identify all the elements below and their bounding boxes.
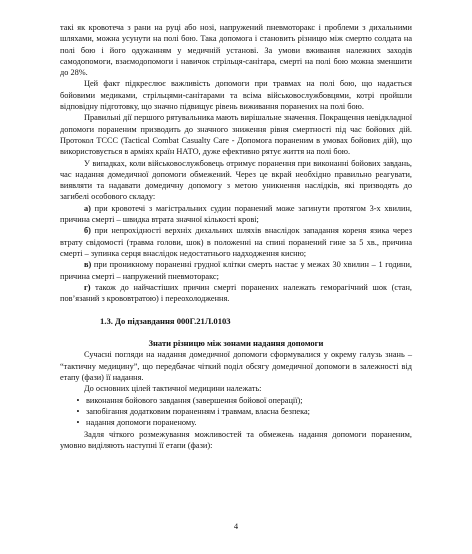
list-text-b: при непрохідності верхніх дихальних шляхів внаслідок западання кореня язика через втрату свідомості (травма голови, шок) в положенні на спині поранений гине за 5 хв., причина смерті – зупинка серця внаслідок недостатнього надходження кисню; xyxy=(60,226,412,258)
bullet-item-1: • виконання бойового завдання (завершення бойової операції); xyxy=(60,395,412,406)
list-item-b xyxy=(60,225,412,259)
list-marker-b: б) xyxy=(84,226,91,236)
paragraph-modern-views: Сучасні погляди на надання домедичної допомоги сформувалися у окрему галузь знань – “тактичну медицину”, що передбачає чіткий поділ обсягу домедичної допомоги в залежності від етапу (фази) її надання. xyxy=(60,350,412,383)
bullet-icon: • xyxy=(76,395,80,405)
subheading: Знати різницю між зонами надання допомоги xyxy=(148,338,324,349)
bullet-icon: • xyxy=(76,406,80,416)
paragraph-intro: такі як кровотеча з рани на руці або нозі, напружений пневмоторакс і проблеми з дихальними шляхами, можна усунути на полі бою. Така допомога і становить різницю між смертю солдата на полі бою і його одужанням у медичній установі. За умови вживання належних заходів самодопомоги, взаємодопомоги і навичок стрільця-санітара, смерті на полі бою можна зменшити до 28%. xyxy=(60,23,412,78)
list-item-g xyxy=(60,282,412,305)
list-marker-v: в) xyxy=(84,260,92,270)
list-text-g: також до найчастіших причин смерті поранених належать геморагічний шок (стан, пов’язаний з крововтратою) і переохолодження. xyxy=(60,282,412,304)
paragraph-first-responder: Правильні дії першого рятувальника мають вирішальне значення. Покращення невідкладної допомоги пораненим призводить до значного зниження рівня смертності під час бойових дій. Протокол TCCC (Tactical Combat Casualty Care - Допомога пораненим в умовах бойових дій), що використовується в арміях країн НАТО, дуже ефективно рятує життя на полі бою. xyxy=(60,113,412,157)
list-item-a xyxy=(60,203,412,226)
paragraph-limited-time: У випадках, коли військовослужбовець отримує поранення при виконанні бойових завдань, час надання домедичної допомоги обмежений. Через це вкрай необхідно правильно реагувати, виявляти та надавати домедичну допомогу з метою уникнення наслідків, які призводять до загибелі особового складу: xyxy=(60,158,412,202)
section-heading: 1.3. До підзавдання 000Г.21Л.0103 xyxy=(100,316,231,327)
bullet-item-2: • запобігання додатковим пораненням і травмам, власна безпека; xyxy=(60,406,412,417)
page-number: 4 xyxy=(233,521,239,531)
paragraph-goals-intro: До основних цілей тактичної медицини належать: xyxy=(84,384,262,394)
list-item-v xyxy=(60,259,412,282)
bullet-item-3: • надання допомоги пораненому. xyxy=(60,417,412,428)
list-marker-g: г) xyxy=(84,282,91,292)
list-text-v: при проникному пораненні грудної клітки смерть настає у межах 30 хвилин – 1 години, причина смерті – напружений пневмоторакс; xyxy=(60,260,412,281)
list-text-a: при кровотечі з магістральних судин поранений може загинути протягом 3-х хвилин, причина смерті – швидка втрата значної кількості крові; xyxy=(60,203,412,225)
bullet-icon: • xyxy=(76,418,80,428)
list-marker-a: а) xyxy=(84,203,91,213)
paragraph-importance: Цей факт підкреслює важливість допомоги при травмах на полі бою, що надається бойовими медиками, стрільцями-санітарами та всіма військовослужбовцями, котрі пройшли відповідну підготовку, що значно підвищує рівень виживання поранених на полі бою. xyxy=(60,79,412,112)
paragraph-phases: Задля чіткого розмежування можливостей та обмежень надання допомоги пораненим, умовно виділяють наступні її етапи (фази): xyxy=(60,429,412,450)
